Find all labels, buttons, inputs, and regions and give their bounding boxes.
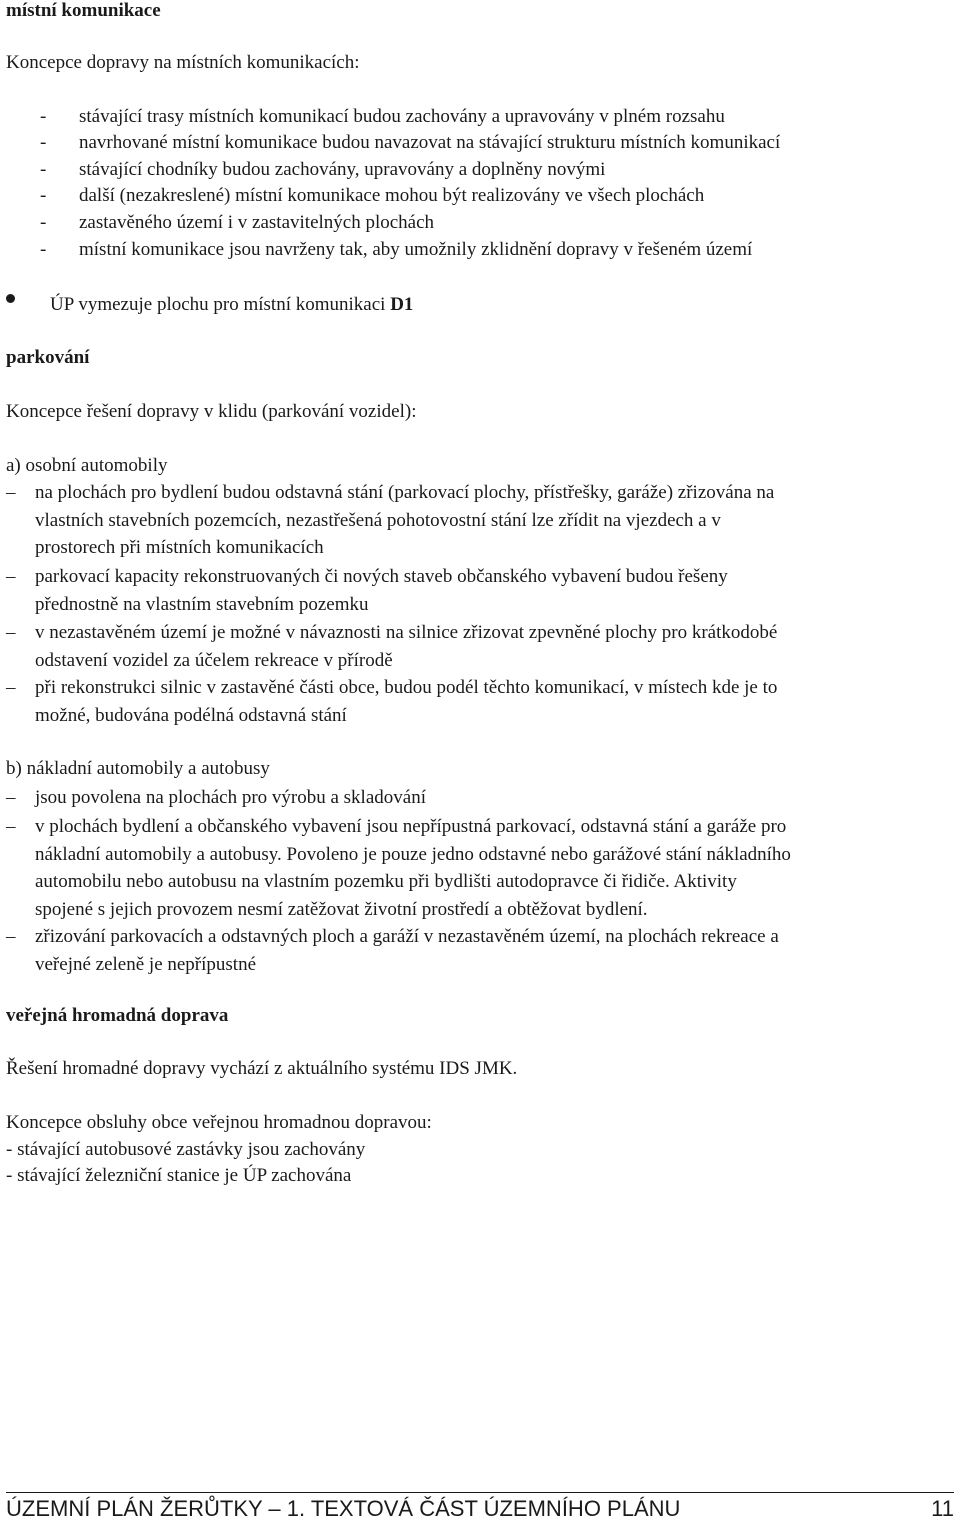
- list-item: [35, 787, 426, 815]
- list-item: [35, 677, 777, 732]
- list-item-line: automobilu nebo autobusu na vlastním pozemku při bydlišti autodopravce či řidiče. Aktivity: [35, 871, 737, 893]
- list-item: [35, 926, 779, 981]
- bullet-text: ÚP vymezuje plochu pro místní komunikaci: [50, 294, 391, 315]
- list-dash: -: [40, 106, 47, 127]
- list-item-line: veřejné zeleně je nepřípustné: [35, 953, 257, 975]
- list-dash: –: [6, 677, 16, 698]
- subsection-label-a: a) osobní automobily: [6, 455, 168, 476]
- list-dash: –: [6, 787, 16, 808]
- list-item: [35, 482, 774, 565]
- list-dash: -: [40, 132, 47, 153]
- footer-title: ÚZEMNÍ PLÁN ŽERŮTKY – 1. TEXTOVÁ ČÁST ÚZEMNÍHO PLÁNU: [6, 1496, 681, 1521]
- list-item: - stávající autobusové zastávky jsou zachovány: [6, 1139, 366, 1160]
- list-item-line: odstavení vozidel za účelem rekreace v přírodě: [35, 649, 393, 671]
- list-dash: –: [6, 926, 16, 947]
- footer-divider: [6, 1492, 954, 1493]
- list-item: stávající chodníky budou zachovány, upravovány a doplněny novými: [79, 159, 606, 180]
- list-item: navrhované místní komunikace budou navazovat na stávající strukturu místních komunikací: [79, 132, 781, 153]
- list-item: další (nezakreslené) místní komunikace mohou být realizovány ve všech plochách: [79, 185, 705, 206]
- list-dash: –: [6, 482, 16, 503]
- list-item-line: jsou povolena na plochách pro výrobu a skladování: [35, 787, 426, 808]
- list-item-line: v nezastavěném území je možné v návaznosti na silnice zřizovat zpevněné plochy pro krátkodobé: [35, 622, 778, 643]
- list-item-line: nákladní automobily a autobusy. Povoleno je pouze jedno odstavné nebo garážové stání nákladního: [35, 843, 791, 865]
- bullet-statement: [50, 294, 413, 316]
- list-dash: -: [40, 159, 47, 180]
- section-heading-public-transport: veřejná hromadná doprava: [6, 1005, 229, 1026]
- list-item: - stávající železniční stanice je ÚP zachována: [6, 1165, 352, 1186]
- list-item: zastavěného území i v zastavitelných plochách: [79, 212, 435, 233]
- list-dash: –: [6, 816, 16, 837]
- list-item-line: zřizování parkovacích a odstavných ploch a garáží v nezastavěném území, na plochách rekreace a: [35, 926, 779, 947]
- bullet-code: D1: [390, 294, 414, 315]
- list-item: [35, 816, 791, 927]
- section-heading-local-roads: místní komunikace: [6, 0, 161, 21]
- list-item-line: prostorech při místních komunikacích: [35, 537, 324, 559]
- list-dash: -: [40, 185, 47, 206]
- paragraph: Koncepce obsluhy obce veřejnou hromadnou dopravou:: [6, 1112, 432, 1133]
- section-heading-parking: parkování: [6, 347, 90, 368]
- list-item-line: v plochách bydlení a občanského vybavení jsou nepřípustná parkovací, odstavná stání a garáže pro: [35, 816, 787, 837]
- list-item: stávající trasy místních komunikací budou zachovány a upravovány v plném rozsahu: [79, 106, 725, 127]
- list-dash: -: [40, 239, 47, 260]
- list-item-line: při rekonstrukci silnic v zastavěné části obce, budou podél těchto komunikací, v místech kde je to: [35, 677, 778, 698]
- list-item-line: vlastních stavebních pozemcích, nezastřešená pohotovostní stání lze zřídit na vjezdech a v: [35, 509, 721, 531]
- list-item-line: parkovací kapacity rekonstruovaných či nových staveb občanského vybavení budou řešeny: [35, 566, 728, 587]
- paragraph: Řešení hromadné dopravy vychází z aktuálního systému IDS JMK.: [6, 1058, 518, 1079]
- list-item-line: přednostně na vlastním stavebním pozemku: [35, 593, 369, 615]
- list-dash: –: [6, 566, 16, 587]
- list-item-line: na plochách pro bydlení budou odstavná stání (parkovací plochy, přístřešky, garáže) zřizována na: [35, 482, 775, 503]
- list-item-line: spojené s jejich provozem nesmí zatěžovat životní prostředí a obtěžovat bydlení.: [35, 899, 648, 921]
- section-intro: Koncepce dopravy na místních komunikacích:: [6, 52, 360, 73]
- subsection-label-b: b) nákladní automobily a autobusy: [6, 758, 270, 779]
- list-dash: -: [40, 212, 47, 233]
- list-item: [35, 566, 728, 621]
- bullet-icon: [6, 294, 15, 303]
- page-number: 11: [931, 1496, 954, 1521]
- list-item-line: možné, budována podélná odstavná stání: [35, 704, 347, 726]
- list-dash: –: [6, 622, 16, 643]
- list-item: [35, 622, 777, 677]
- section-intro: Koncepce řešení dopravy v klidu (parkování vozidel):: [6, 401, 417, 422]
- list-item: místní komunikace jsou navrženy tak, aby umožnily zklidnění dopravy v řešeném území: [79, 239, 753, 260]
